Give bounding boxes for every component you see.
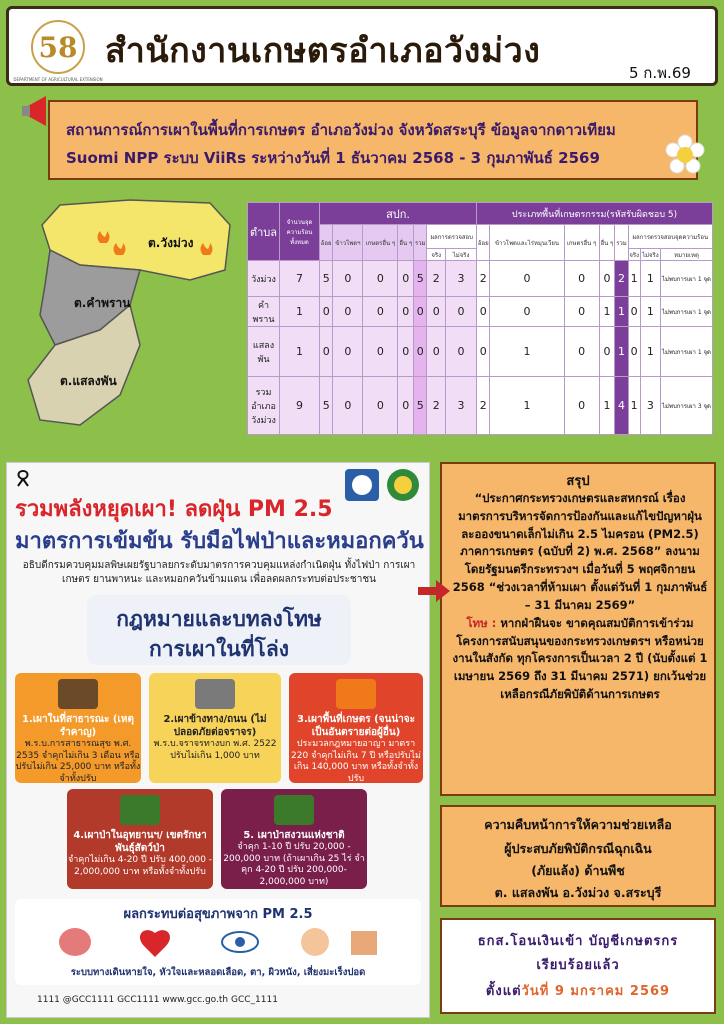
law-heading-2: การเผาในที่โล่ง (149, 637, 289, 661)
row-value: 5 (320, 261, 333, 297)
row-value: 5 (414, 261, 427, 297)
sub-header: ข้าวโพดฯ (333, 225, 363, 261)
svg-text:DEPARTMENT OF AGRICULTURAL EXT: DEPARTMENT OF AGRICULTURAL EXTENSION (13, 77, 103, 82)
bank-line-1: ธกส.โอนเงินเข้า บัญชีเกษตรกร (477, 934, 679, 949)
page-title: สำนักงานเกษตรอำเภอวังม่วง (105, 31, 541, 71)
sub-header: จริง (427, 249, 446, 261)
pm25-poster (6, 462, 430, 1018)
row-value: 0 (363, 261, 398, 297)
row-value: 0 (446, 297, 477, 327)
row-value: 0 (490, 261, 564, 297)
summary-box (440, 462, 716, 796)
penalty-card-1 (15, 673, 141, 783)
row-value: 0 (599, 261, 615, 297)
poster-subtext: อธิบดีกรมควบคุมมลพิษเผยรัฐบาลยกระดับมาตรการควบคุมแหล่งกำเนิดฝุ่น ทั้งไฟป่า การเผาเกษตร ยานพาหนะ และหมอกควันข้ามแดน เพื่อลดผลกระทบต่อประชาชน (22, 560, 416, 585)
law-heading-1: กฎหมายและบทลงโทษ (116, 607, 322, 631)
card-text: ประมวลกฎหมายอาญา มาตรา 220 จำคุกไม่เกิน 7 ปี หรือปรับไม่เกิน 140,000 บาท หรือทั้งจำทั้งปรับ (291, 739, 421, 785)
skin-icon (351, 931, 377, 955)
card-title: 1.เผาในที่สาธารณะ (เหตุรำคาญ) (22, 714, 134, 738)
pcd-logo (343, 467, 381, 503)
penalty-label: โทษ : (466, 615, 497, 630)
sub-header: จริง (628, 249, 640, 261)
row-value: 0 (414, 297, 427, 327)
poster-headline-1: รวมพลังหยุดเผา! ลดฝุ่น PM 2.5 (15, 497, 333, 522)
row-value: 2 (427, 261, 446, 297)
svg-text:58: 58 (38, 31, 78, 64)
row-tambon: รวมอำเภอวังม่วง (248, 377, 280, 435)
bank-line-3 (442, 980, 714, 1001)
row-value: 3 (446, 261, 477, 297)
poster-headline-2: มาตรการเข้มข้น รับมือไฟป่าและหมอกควัน (15, 529, 424, 554)
sub-header: ผลการตรวจสอบ (427, 225, 477, 249)
card-text: จำคุก 1-10 ปี ปรับ 20,000 - 200,000 บาท (ถ้าเผาเกิน 25 ไร่ จำคุก 4-20 ปี ปรับ 200,000-2,000,000 บาท) (223, 842, 365, 888)
row-value: 1 (628, 377, 640, 435)
bank-line-2: เรียบร้อยแล้ว (536, 958, 620, 973)
row-value: 0 (333, 377, 363, 435)
reserve-forest-fire-icon (274, 795, 314, 825)
row-value: 1 (628, 261, 640, 297)
sub-header: อ้อย (477, 225, 490, 261)
lung-icon (59, 928, 91, 956)
organ-icons (55, 925, 381, 959)
header (6, 6, 718, 86)
row-value: 0 (446, 327, 477, 377)
row-value: 1 (599, 297, 615, 327)
row-value: 0 (628, 327, 640, 377)
progress-line-1: ความคืบหน้าการให้ความช่วยเหลือ (484, 817, 672, 832)
poster-footer: 1111 @GCC1111 GCC1111 www.gcc.go.th GCC_1111 (37, 995, 278, 1005)
row-value: 0 (490, 297, 564, 327)
progress-box (440, 805, 716, 907)
row-value: 1 (640, 261, 660, 297)
sub-header: ข้าวโพดและไร่หมุนเวียน (490, 225, 564, 261)
table-header-tambon: ตำบล (248, 203, 280, 261)
row-value: 0 (398, 297, 414, 327)
row-value: 0 (398, 327, 414, 377)
row-value: 0 (363, 327, 398, 377)
ribbon-icon (15, 469, 31, 487)
heart-icon (140, 930, 170, 957)
row-value: 0 (427, 327, 446, 377)
summary-title: สรุป (566, 474, 590, 489)
row-value: 1 (599, 377, 615, 435)
table-header-count: จำนวนจุดความร้อนทั้งหมด (280, 203, 320, 261)
bank-notice (440, 918, 716, 1014)
table-row (248, 261, 713, 297)
row-value: 1 (615, 297, 628, 327)
row-value: 7 (280, 261, 320, 297)
row-value: 0 (599, 327, 615, 377)
table-header-agri: ประเภทพื้นที่เกษตรกรรม(รหัสรับผิดชอบ 5) (477, 203, 713, 225)
row-tambon: แสลงพัน (248, 327, 280, 377)
face-icon (301, 928, 329, 956)
row-value: 0 (398, 377, 414, 435)
card-title: 3.เผาพื้นที่เกษตร (จนน่าจะเป็นอันตรายต่อผู้อื่น) (296, 714, 416, 738)
row-value: 9 (280, 377, 320, 435)
table-row (248, 327, 713, 377)
sub-header: รวม (414, 225, 427, 261)
banner-line-1: สถานการณ์การเผาในพื้นที่การเกษตร อำเภอวังม่วง จังหวัดสระบุรี ข้อมูลจากดาวเทียม (66, 121, 616, 139)
card-title: 4.เผาป่าในอุทยานฯ/ เขตรักษาพันธุ์สัตว์ป่า (73, 830, 207, 854)
progress-line-4: ต. แสลงพัน อ.วังม่วง จ.สระบุรี (494, 885, 662, 900)
row-value: 0 (564, 327, 599, 377)
penalty-card-3 (289, 673, 423, 783)
row-value: 0 (363, 377, 398, 435)
arrow-right-icon (418, 580, 450, 602)
row-value: 1 (615, 327, 628, 377)
row-note: ไม่พบการเผา 1 จุด (661, 261, 713, 297)
row-tambon: คำพราน (248, 297, 280, 327)
law-heading-box (87, 595, 351, 665)
row-value: 1 (280, 297, 320, 327)
row-value: 2 (615, 261, 628, 297)
gov-seal-icon (385, 467, 421, 503)
row-value: 3 (640, 377, 660, 435)
row-value: 2 (477, 261, 490, 297)
flower-icon (664, 134, 706, 176)
row-value: 0 (628, 297, 640, 327)
row-value: 4 (615, 377, 628, 435)
sub-header: เกษตรอื่น ๆ (564, 225, 599, 261)
impact-title: ผลกระทบต่อสุขภาพจาก PM 2.5 (123, 907, 313, 922)
sub-header: ไม่จริง (446, 249, 477, 261)
bank-transfer-date: วันที่ 9 มกราคม 2569 (521, 984, 671, 999)
row-value: 2 (477, 377, 490, 435)
card-title: 2.เผาข้างทาง/ถนน (ไม่ปลอดภัยต่อจราจร) (163, 714, 267, 738)
card-text: พ.ร.บ.การสาธารณสุข พ.ศ. 2535 จำคุกไม่เกิน 3 เดือน หรือปรับไม่เกิน 25,000 บาท หรือทั้งจำทั้งปรับ (15, 739, 141, 785)
map-label-khamphran: ต.คำพราน (74, 296, 131, 310)
penalty-card-5 (221, 789, 367, 889)
garbage-fire-icon (58, 679, 98, 709)
issue-date: 5 ก.พ.69 (629, 64, 691, 82)
doae-58-logo (13, 17, 103, 85)
row-value: 2 (427, 377, 446, 435)
situation-banner (48, 100, 698, 180)
map-label-wangmuang: ต.วังม่วง (148, 236, 194, 250)
row-value: 0 (427, 297, 446, 327)
row-value: 0 (564, 297, 599, 327)
card-text: จำคุกไม่เกิน 4-20 ปี ปรับ 400,000 - 2,000,000 บาท หรือทั้งจำทั้งปรับ (67, 855, 213, 877)
bank-line-3-prefix: ตั้งแต่ (485, 984, 522, 999)
penalty-card-2 (149, 673, 281, 783)
farm-fire-icon (336, 679, 376, 709)
card-title: 5. เผาป่าสงวนแห่งชาติ (243, 830, 345, 841)
row-value: 1 (280, 327, 320, 377)
sub-header: ผลการตรวจสอบจุดความร้อน (628, 225, 712, 249)
sub-header: เกษตรอื่น ๆ (363, 225, 398, 261)
row-value: 0 (333, 327, 363, 377)
sub-header: ไม่จริง (640, 249, 660, 261)
row-value: 0 (363, 297, 398, 327)
progress-line-2: ผู้ประสบภัยพิบัติกรณีฉุกเฉิน (504, 841, 652, 856)
summary-announcement: “ประกาศกระทรวงเกษตรและสหกรณ์ เรื่อง มาตรการบริหารจัดการป้องกันและแก้ไขปัญหาฝุ่นละอองขนาดเล็กไม่เกิน 2.5 ไมครอน (PM2.5) ภาคการเกษตร (ฉบับที่ 2) พ.ศ. 2568” ลงนามโดยรัฐมนตรีกระทรวงฯ เมื่อวันที่ 5 พฤศจิกายน 2568 “ช่วงเวลาที่ห้ามเผา ตั้งแต่วันที่ 1 กุมภาพันธ์ – 31 มีนาคม 2569” (452, 491, 708, 612)
penalty-text: หากฝ่าฝืนจะ ขาดคุณสมบัติการเข้าร่วมโครงการสนับสนุนของกระทรวงเกษตรฯ หรือหน่วยงานในสังกัด ทุกโครงการเป็นเวลา 2 ปี (นับตั้งแต่ 1 เมษายน 2569 ถึง 31 มีนาคม 2571) ยกเว้นช่วยเหลือกรณีภัยพิบัติด้านการเกษตร (452, 615, 708, 701)
sub-header: หมายเหตุ (661, 249, 713, 261)
impact-text: ระบบทางเดินหายใจ, หัวใจและหลอดเลือด, ตา, ผิวหนัง, เสี่ยงมะเร็งปอด (70, 967, 366, 978)
sub-header: อื่น ๆ (398, 225, 414, 261)
summary-body (450, 490, 710, 704)
row-value: 0 (333, 297, 363, 327)
health-impact-box (15, 899, 421, 985)
row-value: 0 (333, 261, 363, 297)
road-fire-icon (195, 679, 235, 709)
row-value: 0 (320, 327, 333, 377)
row-value: 1 (490, 327, 564, 377)
row-value: 1 (490, 377, 564, 435)
map-label-salaengphan: ต.แสลงพัน (60, 374, 117, 388)
row-value: 3 (446, 377, 477, 435)
row-value: 0 (320, 297, 333, 327)
card-text: พ.ร.บ.จราจรทางบก พ.ศ. 2522 ปรับไม่เกิน 1,000 บาท (153, 739, 277, 761)
row-tambon: วังม่วง (248, 261, 280, 297)
row-note: ไม่พบการเผา 1 จุด (661, 327, 713, 377)
row-value: 0 (398, 261, 414, 297)
sub-header: อ้อย (320, 225, 333, 261)
row-value: 1 (640, 327, 660, 377)
row-value: 0 (564, 261, 599, 297)
row-value: 0 (477, 297, 490, 327)
sub-header: รวม (615, 225, 628, 261)
row-value: 0 (477, 327, 490, 377)
progress-line-3: (ภัยแล้ง) ด้านพืช (531, 863, 625, 878)
table-row (248, 377, 713, 435)
row-note: ไม่พบการเผา 1 จุด (661, 297, 713, 327)
row-value: 0 (564, 377, 599, 435)
penalty-card-4 (67, 789, 213, 889)
row-value: 5 (320, 377, 333, 435)
table-header-spk: สปก. (320, 203, 477, 225)
row-value: 0 (414, 327, 427, 377)
sub-header: อื่น ๆ (599, 225, 615, 261)
row-value: 1 (640, 297, 660, 327)
row-value: 5 (414, 377, 427, 435)
banner-line-2: Suomi NPP ระบบ ViiRs ระหว่างวันที่ 1 ธันวาคม 2568 - 3 กุมภาพันธ์ 2569 (66, 149, 600, 167)
forest-fire-icon (120, 795, 160, 825)
hotspot-table (247, 202, 713, 435)
district-map (20, 195, 240, 430)
row-note: ไม่พบการเผา 3 จุด (661, 377, 713, 435)
table-row (248, 297, 713, 327)
